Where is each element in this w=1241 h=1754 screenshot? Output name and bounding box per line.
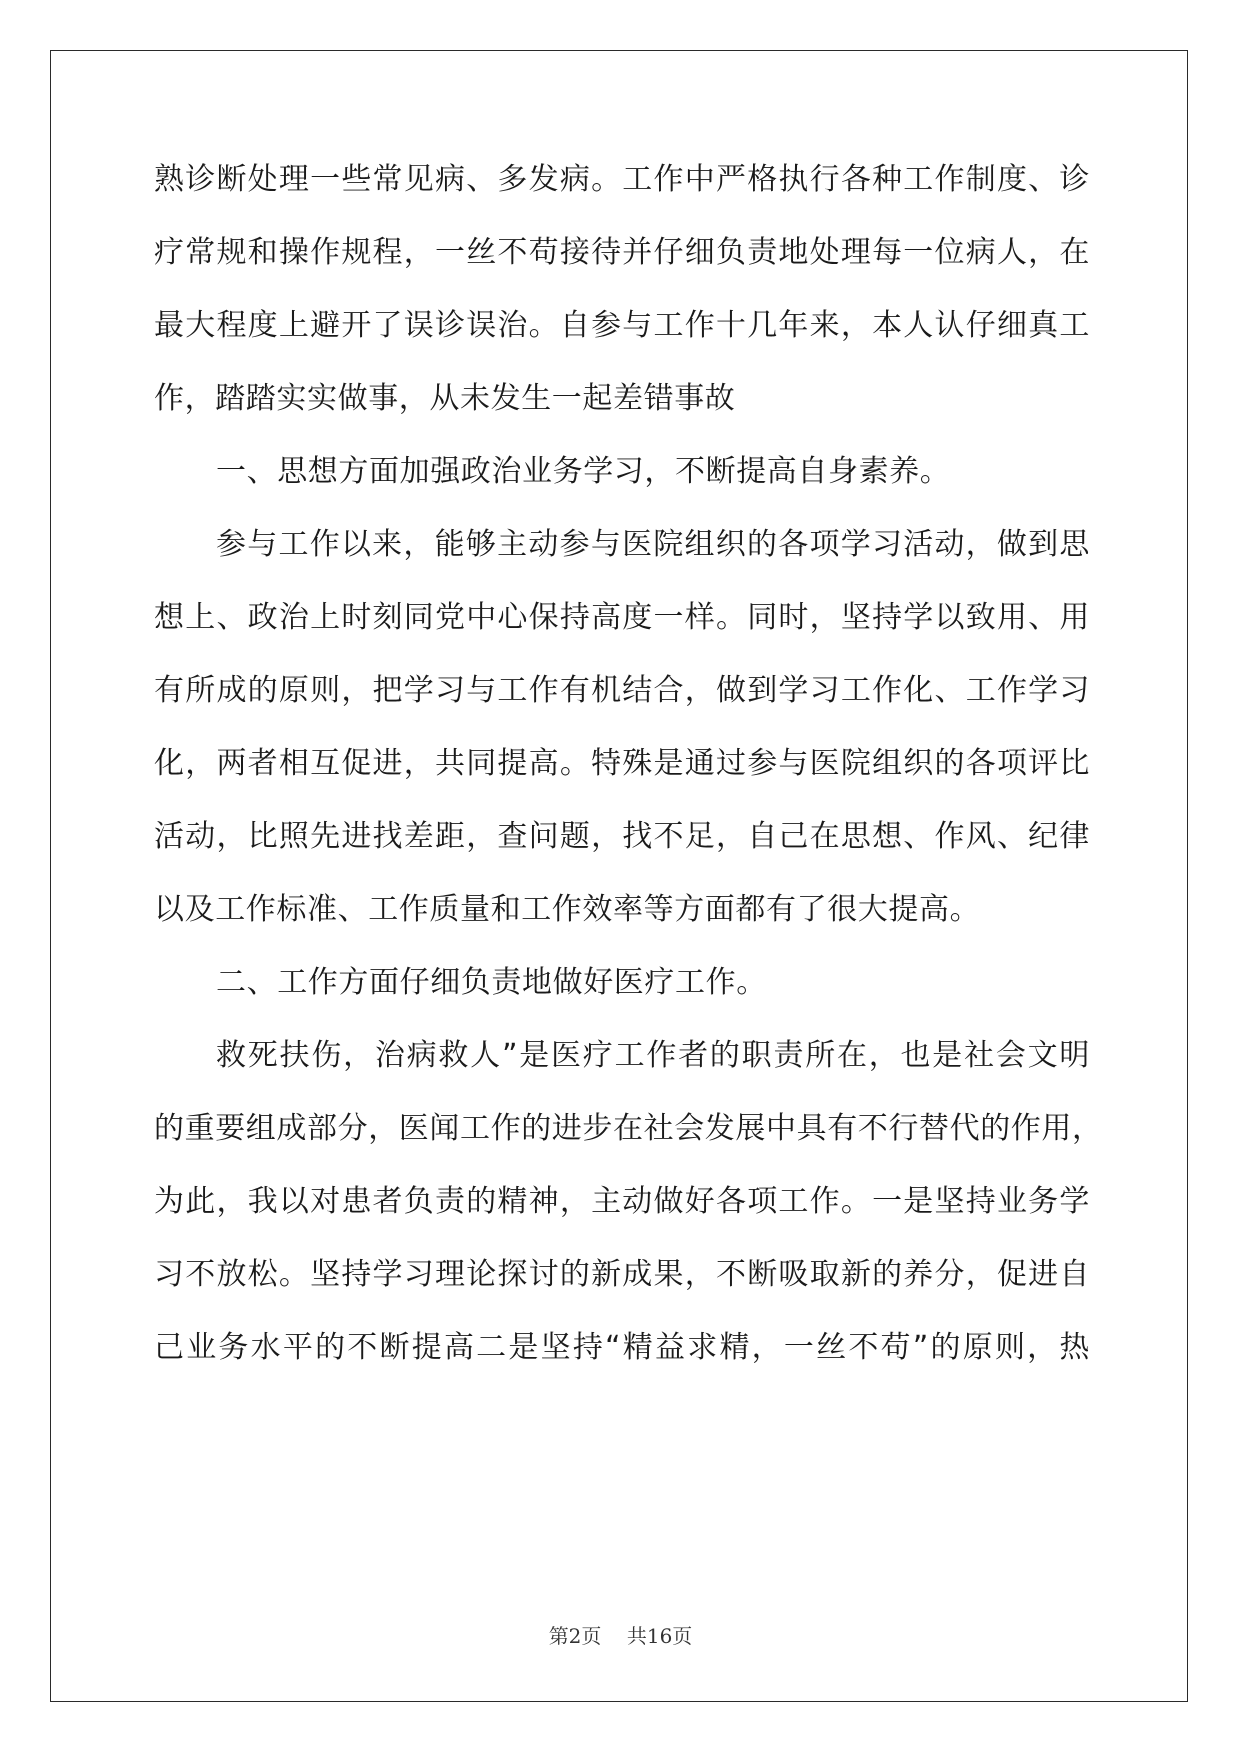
text-line: 参与工作以来，能够主动参与医院组织的各项学习活动，做到思 <box>216 527 1090 562</box>
text-line: 己业务水平的不断提高二是坚持“精益求精，一丝不苟”的原则，热 <box>154 1330 1090 1365</box>
text-line: 习不放松。坚持学习理论探讨的新成果，不断吸取新的养分，促进自 <box>154 1257 1090 1292</box>
text-line: 疗常规和操作规程，一丝不苟接待并仔细负责地处理每一位病人，在 <box>154 235 1090 270</box>
text-line: 化，两者相互促进，共同提高。特殊是通过参与医院组织的各项评比 <box>154 746 1090 781</box>
text-line: 为此，我以对患者负责的精神，主动做好各项工作。一是坚持业务学 <box>154 1184 1090 1219</box>
text-line: 有所成的原则，把学习与工作有机结合，做到学习工作化、工作学习 <box>154 673 1090 708</box>
text-line: 以及工作标准、工作质量和工作效率等方面都有了很大提高。 <box>154 892 981 927</box>
section-heading: 二、工作方面仔细负责地做好医疗工作。 <box>216 965 767 1000</box>
page-number: 第2页 共16页 <box>548 1624 693 1648</box>
page-border <box>50 50 1188 1702</box>
text-line: 的重要组成部分，医闻工作的进步在社会发展中具有不行替代的作用， <box>154 1111 1103 1146</box>
section-heading: 一、思想方面加强政治业务学习，不断提高自身素养。 <box>216 454 951 489</box>
text-line: 熟诊断处理一些常见病、多发病。工作中严格执行各种工作制度、诊 <box>154 162 1090 197</box>
text-line: 活动，比照先进找差距，查问题，找不足，自己在思想、作风、纪律 <box>154 819 1090 854</box>
text-line: 作，踏踏实实做事，从未发生一起差错事故 <box>154 381 736 416</box>
text-line: 救死扶伤，治病救人”是医疗工作者的职责所在，也是社会文明 <box>216 1038 1090 1073</box>
text-line: 最大程度上避开了误诊误治。自参与工作十几年来，本人认仔细真工 <box>154 308 1090 343</box>
text-line: 想上、政治上时刻同党中心保持高度一样。同时，坚持学以致用、用 <box>154 600 1090 635</box>
